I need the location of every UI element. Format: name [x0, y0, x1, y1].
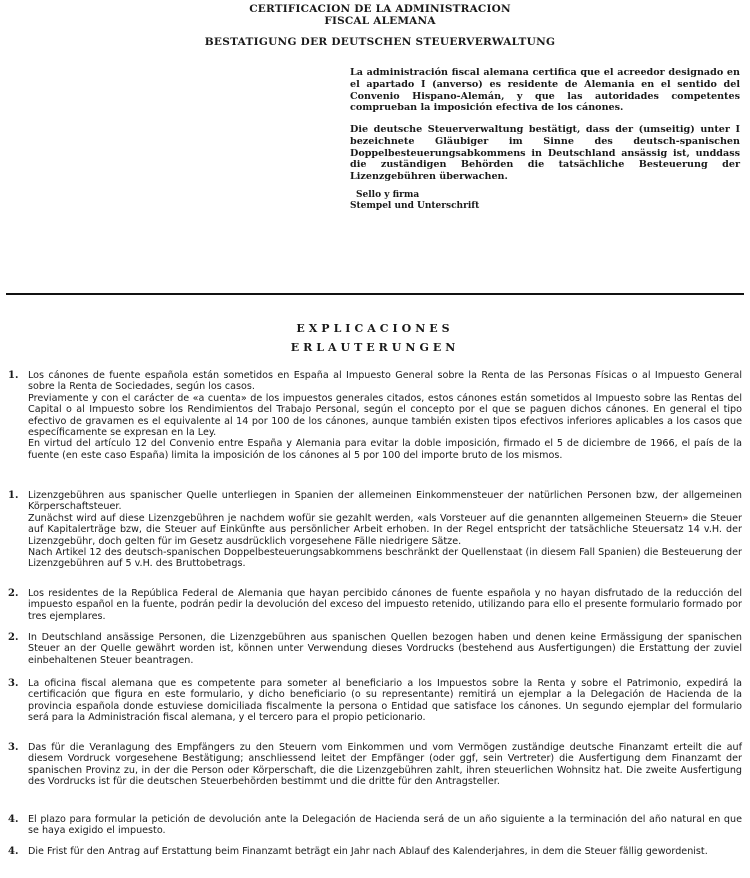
item-paragraph: Los residentes de la República Federal de Alemania que hayan percibido cánones de fuente española y no hayan disfrutado de la reducción del impuesto español en la fuente, podrán pedir la devolución del exceso del impuesto retenido, utilizando para ello el presente formulario formado por tres ejemplares. [28, 588, 742, 622]
item-paragraph: Die Frist für den Antrag auf Erstattung beim Finanzamt beträgt ein Jahr nach Ablauf des Kalenderjahres, in dem die Steuer fällig gewordenist. [28, 846, 708, 857]
item-text [28, 588, 742, 622]
item-number: 4. [8, 814, 19, 825]
item-text [28, 490, 742, 570]
seal-label-de: Stempel und Unterschrift [350, 201, 480, 211]
item-number: 4. [8, 846, 19, 857]
item-number: 1. [8, 490, 19, 501]
item-number: 2. [8, 632, 19, 643]
certification-text-es: La administración fiscal alemana certifica que el acreedor designado en el apartado I (anverso) es residente de Alemania en el sentido del Convenio Hispano-Alemán, y que las autoridades competentes comprueban la imposición efectiva de los cánones. [350, 67, 740, 114]
certification-title [220, 3, 540, 27]
item-number: 3. [8, 742, 19, 753]
item-number: 1. [8, 370, 19, 381]
item-paragraph: La oficina fiscal alemana que es competente para someter al beneficiario a los Impuestos sobre la Renta y sobre el Patrimonio, expedirá la certificación que figura en este formulario, y dicho beneficiario (o su representante) remitirá un ejemplar a la Delegación de Hacienda de la provincia española donde estuviese domiciliada fiscalmente la persona o Entidad que satisface los cánones. Un segundo ejemplar del formulario será para la Administración fiscal alemana, y el tercero para el propio peticionario. [28, 678, 742, 724]
item-paragraph: En virtud del artículo 12 del Convenio entre España y Alemania para evitar la doble imposición, firmado el 5 de diciembre de 1966, el país de la fuente (en este caso España) limita la imposición de los cánones al 5 por 100 del importe bruto de los mismos. [28, 438, 742, 461]
certification-text-de: Die deutsche Steuerverwaltung bestätigt, dass der (umseitig) unter I bezeichnete Gläubiger im Sinne des deutsch-spanischen Doppelbesteuerungsabkommens in Deutschland ansässig ist, unddass die zuständigen Behörden die tatsächliche Besteuerung der Lizenzgebühren überwachen. [350, 124, 740, 183]
item-paragraph: Los cánones de fuente española están sometidos en España al Impuesto General sobre la Renta de las Personas Físicas o al Impuesto General sobre la Renta de Sociedades, según los casos. [28, 370, 742, 393]
item-paragraph: Zunächst wird auf diese Lizenzgebühren je nachdem wofür sie gezahlt werden, «als Vorsteuer auf die genannten allgemeinen Steuern» die Steuer auf Kapitalerträge bzw, die Steuer auf Einkünfte aus persönlicher Arbeit erhoben. In der Regel entspricht der tatsächliche Steuersatz 14 v.H. der Lizenzgebühr, doch gelten für im Gesetz ausdrücklich vorgesehene Fälle niedrigere Sätze. [28, 512, 742, 547]
item-number: 2. [8, 588, 19, 599]
seal-label-es: Sello y firma [356, 190, 420, 200]
item-paragraph: El plazo para formular la petición de devolución ante la Delegación de Hacienda será de un año siguiente a la terminación del año natural en que se haya exigido el impuesto. [28, 814, 742, 837]
item-text [28, 742, 742, 788]
item-text [28, 678, 742, 724]
item-text [28, 632, 742, 666]
seal-and-signature [350, 190, 479, 212]
item-paragraph: Das für die Veranlagung des Empfängers zu den Steuern vom Einkommen und vom Vermögen zuständige deutsche Finanzamt erteilt die auf diesem Vordruck vorgesehene Bestätigung; anschliessend leitet der Empfänger (oder ggf, sein Vertreter) die Ausfertigung dem Finanzamt der spanischen Provinz zu, in der die Person oder Körperschaft, die die Lizenzgebühren zahlt, ihren steuerlichen Wohnsitz hat. Die zweite Ausfertigung des Vordrucks ist für die deutschen Steuerbehörden bestimmt und die dritte für den Antragsteller. [28, 742, 742, 788]
certification-title-de: BESTATIGUNG DER DEUTSCHEN STEUERVERWALTUNG [204, 36, 556, 48]
item-paragraph: Previamente y con el carácter de «a cuenta» de los impuestos generales citados, estos cánones están sometidos al Impuesto sobre las Rentas del Capital o al Impuesto sobre los Rendimientos del Trabajo Personal, según el concepto por el que se paguen dichos cánones. En general el tipo efectivo de gravamen es el equivalente al 14 por 100 de los cánones, aunque también existen tipos efectivos inferiores aplicables a los casos que específicamente se expresan en la Ley. [28, 392, 742, 439]
certification-title-es-line1: CERTIFICACION DE LA ADMINISTRACION [249, 3, 511, 15]
item-paragraph: Lizenzgebühren aus spanischer Quelle unterliegen in Spanien der allemeinen Einkommensteuer der natürlichen Personen bzw, der allgemeinen Körperschaftsteuer. [28, 490, 742, 513]
explanations-title-de: ERLAUTERUNGEN [290, 341, 460, 354]
section-divider [6, 293, 744, 295]
certification-title-es-line2: FISCAL ALEMANA [324, 15, 436, 27]
item-text [28, 814, 742, 837]
item-text [28, 846, 742, 857]
item-text [28, 370, 742, 461]
item-paragraph: Nach Artikel 12 des deutsch-spanischen Doppelbesteuerungsabkommens beschränkt der Quellenstaat (in diesem Fall Spanien) die Besteuerung der Lizenzgebühren auf 5 v.H. des Bruttobetrags. [28, 547, 742, 570]
explanations-title-es: EXPLICACIONES [296, 322, 454, 335]
item-paragraph: In Deutschland ansässige Personen, die Lizenzgebühren aus spanischen Quellen bezogen haben und denen keine Ermässigung der spanischen Steuer an der Quelle gewährt worden ist, können unter Verwendung dieses Vordrucks (bestehend aus Ausfertigungen) die Erstattung der zuviel einbehaltenen Steuer beantragen. [28, 632, 742, 666]
item-number: 3. [8, 678, 19, 689]
